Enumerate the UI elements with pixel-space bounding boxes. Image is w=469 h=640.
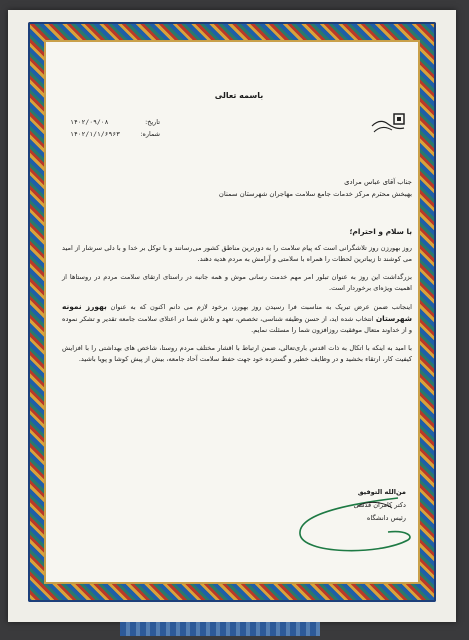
addressee — [62, 176, 412, 200]
fabric-strip — [120, 622, 320, 636]
bismillah-heading: باسمه تعالی — [214, 91, 264, 100]
number-value: ۱۴۰۲/۱/۱/۶۹۶۳ — [70, 130, 121, 138]
signer-name: دکتر کامران قدسی — [353, 501, 406, 509]
letter-meta — [70, 116, 160, 140]
paragraph: روز بهورزن روز تلاشگرانی است که پیام سلامت را به دورترین مناطق کشور می‌رسانند و با توکل بر خدا و با دلی سرشار از امید می کوشند تا زیباترین لحظات را همراه با سلامتی و آرامش به مردم هدیه دهند. — [62, 244, 412, 263]
paragraph: اینجانب ضمن عرض تبریک به مناسبت فرا رسیدن روز بهورز، برخود لازم می دانم اکنون که به عنوان بهورز نمونه شهرستان انتخاب شده اید، از حسن وظیفه شناسی، تخصص، تعهد و تلاش شما در اعتلای سلامت جامعه تقدیر و تشکر نموده و از خداوند متعال موفقیت روزافزون شما را مسئلت نمایم. — [62, 302, 412, 334]
date-value: ۱۴۰۲/۰۹/۰۸ — [70, 118, 109, 126]
signature-block — [296, 486, 406, 525]
letter-content — [64, 76, 414, 566]
highlight-title: بهورز نمونه شهرستان — [62, 302, 412, 323]
paragraph: با امید به اینکه با اتکال به ذات اقدس باری‌تعالی، ضمن ارتباط با اقشار مختلف مردم روستا، شاخص های بهداشتی را با افزایش کیفیت کار، ارتقاء بخشید و در وظایف خطیر و گسترده خود جهت حفظ سلامت آحاد جامعه، بیش از پیش کوشا و پویا باشید. — [62, 344, 412, 363]
closing-phrase: من‌الله التوفیق — [357, 488, 406, 496]
date-label: تاریخ: — [145, 118, 160, 126]
signer-title: رئیس دانشگاه — [366, 514, 406, 522]
addressee-position: بهبخش محترم مرکز خدمات جامع سلامت مهاجران شهرستان سمنان — [218, 190, 412, 198]
number-label: شماره: — [140, 130, 160, 138]
greeting: با سلام و احترام؛ — [349, 227, 412, 236]
university-logo-icon — [370, 112, 406, 136]
paragraph: بزرگداشت این روز به عنوان تبلور امر مهم خدمت رسانی موش و همه جانبه در راستای ارتقای سلامت مردم در روستاها از اهمیت ویژه‌ای برخوردار است. — [62, 273, 412, 292]
addressee-name: جناب آقای عباس مرادی — [344, 178, 412, 186]
letter-sheet — [8, 10, 456, 622]
letter-body — [62, 243, 412, 372]
